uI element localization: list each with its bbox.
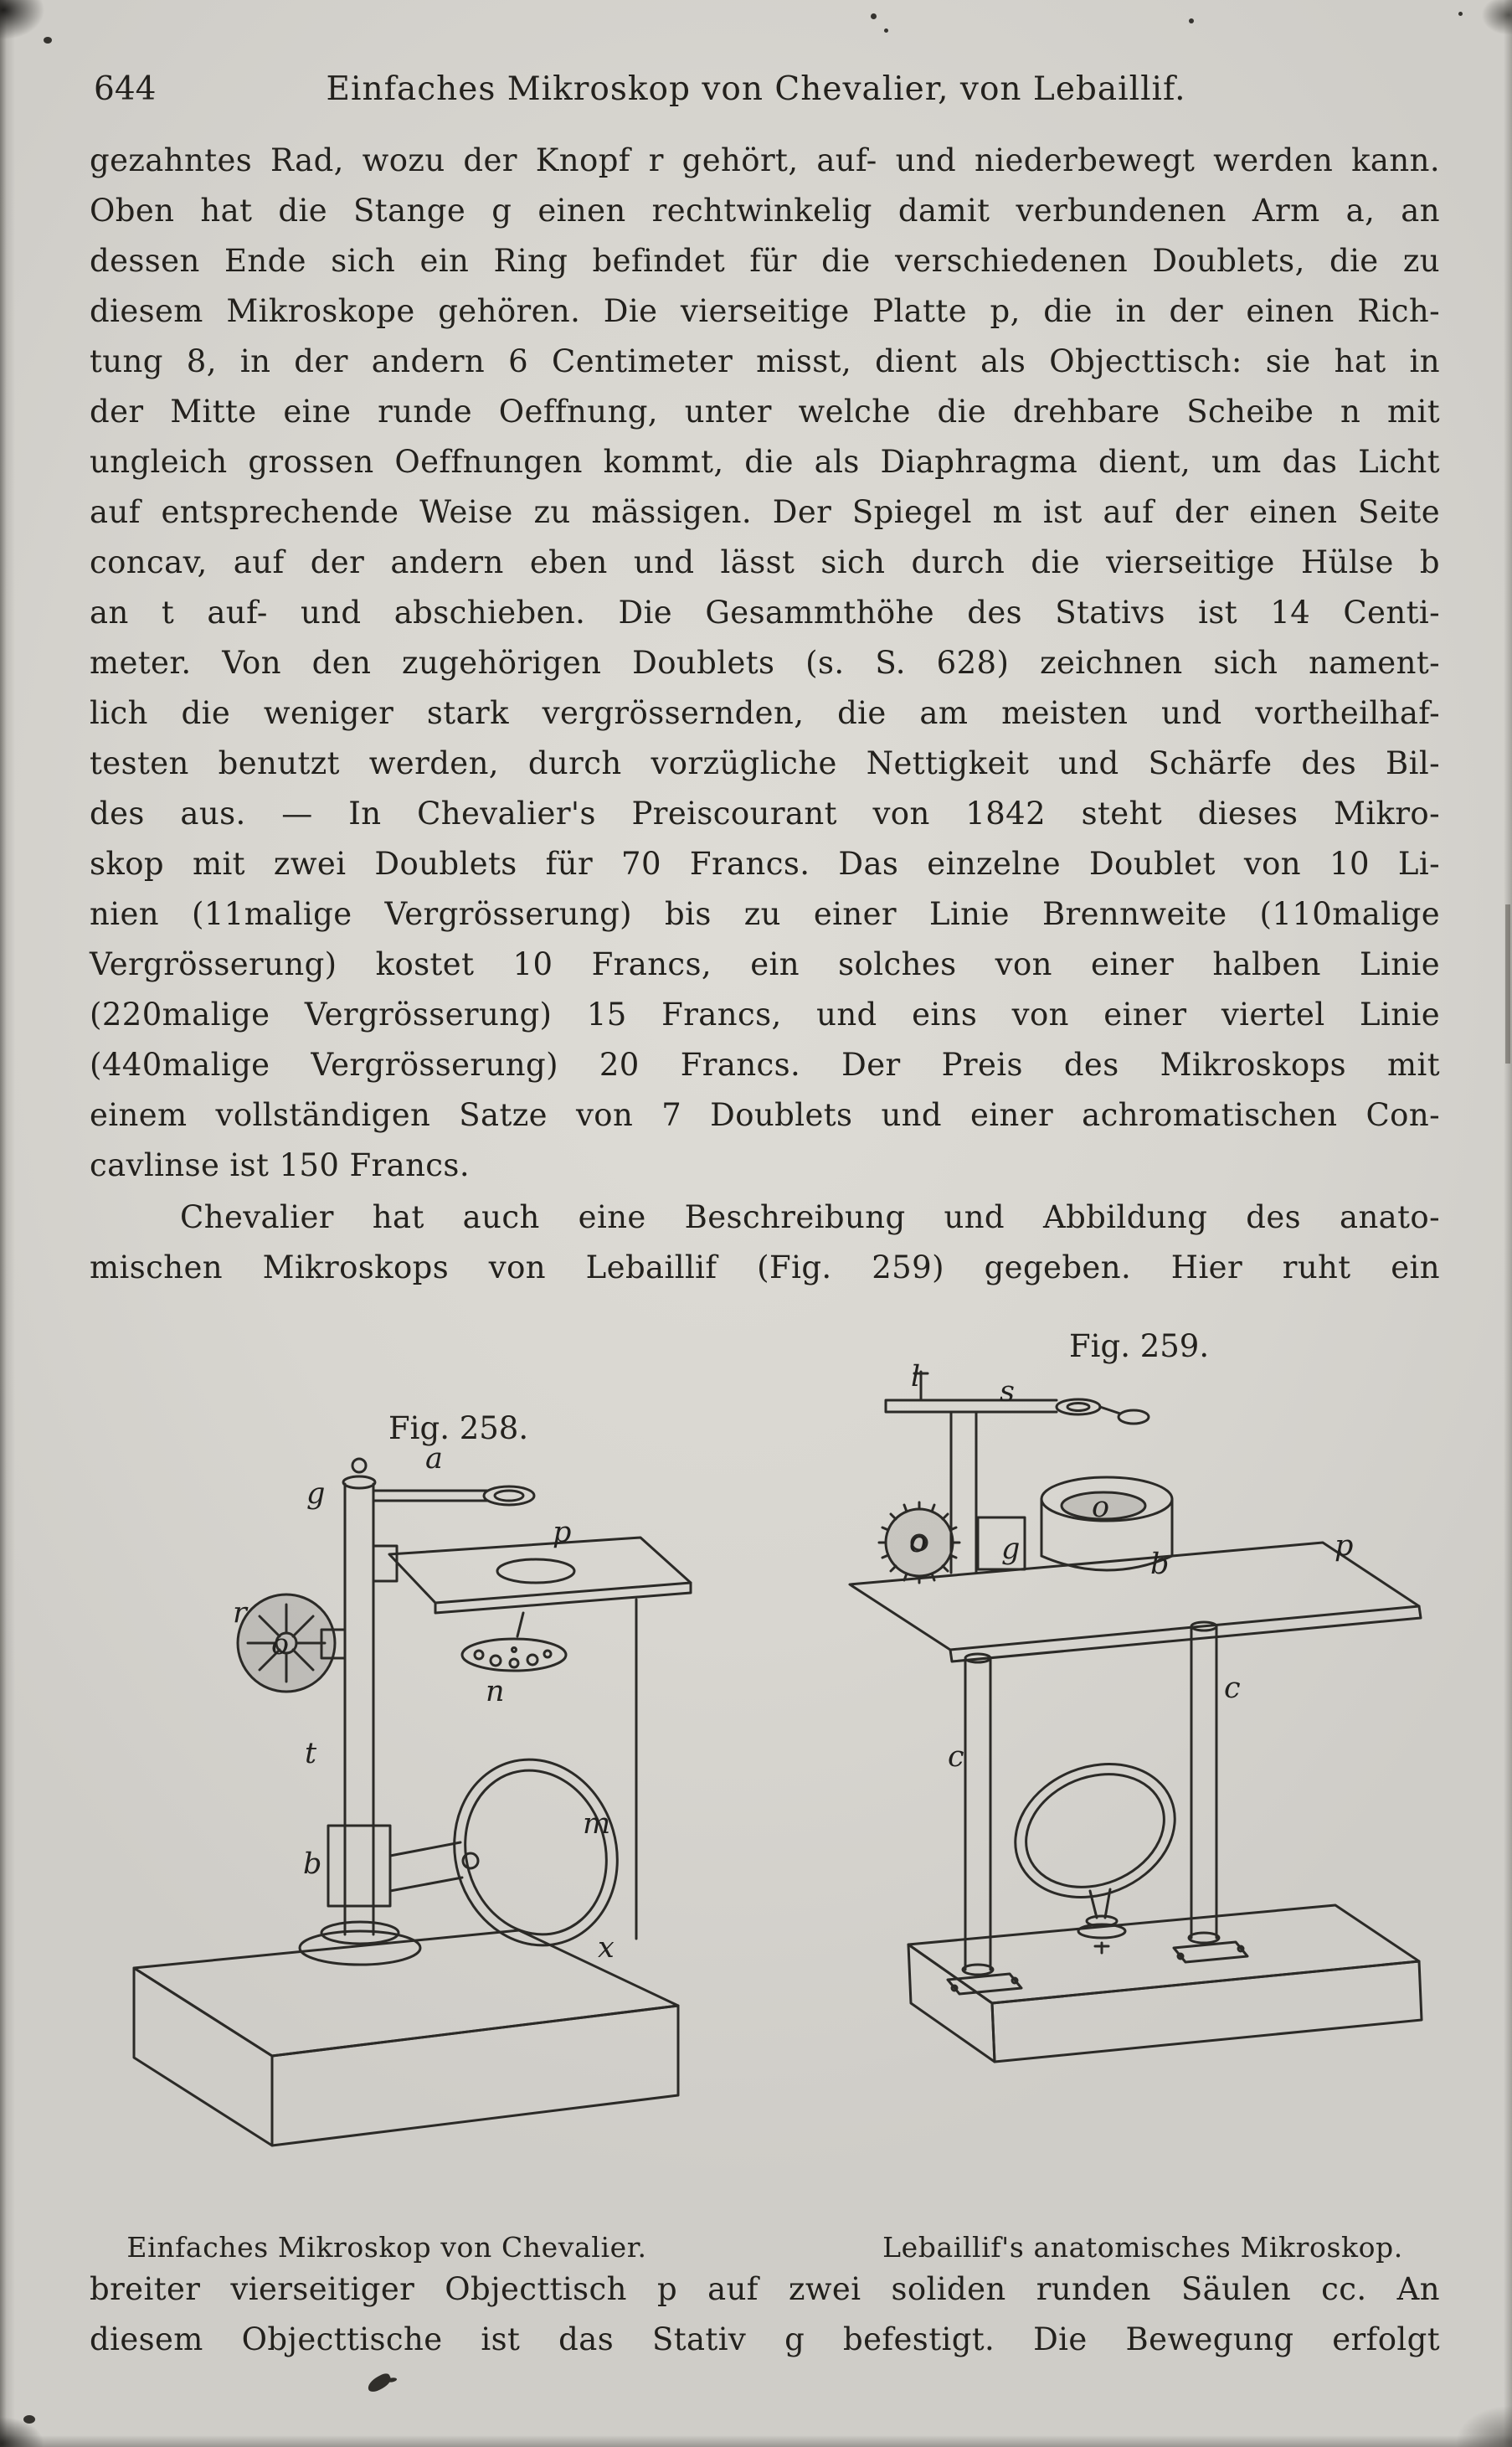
base-top-face (908, 1905, 1419, 2003)
column-left (965, 1658, 990, 1970)
text-line: (220malige Vergrösserung) 15 Francs, und eins von einer viertel Linie (90, 997, 1440, 1033)
part-label-o: o (271, 1628, 290, 1661)
column-right (1191, 1626, 1216, 1938)
base-front-face (272, 2006, 678, 2146)
part-label-b: b (303, 1847, 322, 1881)
diaphragm-stem (517, 1613, 523, 1636)
part-label-c-left: c (948, 1740, 964, 1774)
scan-edge-shadow (1505, 904, 1510, 1064)
part-label-l: l (911, 1360, 921, 1394)
mirror-inner-rim (1009, 1754, 1181, 1907)
doublet-holder (1057, 1399, 1100, 1414)
stage-plate-edge (435, 1583, 691, 1613)
stage-opening (497, 1559, 574, 1583)
part-label-m: m (583, 1807, 611, 1841)
figure-259-caption: Lebaillif's anatomisches Mikroskop. (882, 2231, 1403, 2264)
part-label-t: t (305, 1737, 317, 1770)
text-line: Chevalier hat auch eine Beschreibung und Abbildung des anato- (180, 1199, 1440, 1235)
diaphragm-pivot (512, 1648, 517, 1652)
base-left-face (908, 1945, 995, 2062)
text-line: auf entsprechende Weise zu mässigen. Der Spiegel m ist auf der einen Seite (90, 494, 1440, 530)
pillar-cap (343, 1476, 375, 1488)
text-line: testen benutzt werden, durch vorzügliche Nettigkeit und Schärfe des Bil- (90, 745, 1440, 781)
part-label-c-right: c (1224, 1672, 1241, 1705)
paragraph-1 (90, 136, 1440, 1191)
scan-artifact (44, 37, 52, 44)
part-label-o-wheel: o (909, 1526, 928, 1559)
column-right-plate (1174, 1942, 1247, 1962)
text-line: einem vollständigen Satze von 7 Doublets und einer achromatischen Con- (90, 1097, 1440, 1133)
part-label-n: n (486, 1675, 505, 1708)
text-line: concav, auf der andern eben und lässt sich durch die vierseitige Hülse b (90, 544, 1440, 580)
fig259-drawing (795, 1365, 1432, 2194)
holder-stem (1100, 1407, 1120, 1414)
scan-artifact (884, 28, 888, 33)
fig258-drawing (100, 1449, 703, 2186)
diaphragm-hole (510, 1659, 518, 1667)
text-line: gezahntes Rad, wozu der Knopf r gehört, auf- und niederbewegt werden kann. (90, 142, 1440, 178)
page-number: 644 (94, 70, 157, 108)
page-header (0, 70, 1512, 114)
text-line: breiter vierseitiger Objecttisch p auf zwei soliden runden Säulen cc. An (90, 2271, 1440, 2307)
scan-artifact (23, 2415, 35, 2424)
doublet-holder-inner (1067, 1404, 1089, 1411)
figure-258 (100, 1442, 703, 2186)
text-line: Vergrösserung) kostet 10 Francs, ein solches von einer halben Linie (90, 946, 1440, 982)
scan-artifact (871, 13, 877, 19)
foot-screw (1095, 1943, 1108, 1953)
part-label-b: b (1150, 1548, 1170, 1581)
diaphragm-hole (527, 1655, 537, 1665)
stage-plate (389, 1538, 691, 1603)
running-header-title: Einfaches Mikroskop von Chevalier, von Lebaillif. (326, 70, 1186, 108)
pillar (345, 1484, 373, 1934)
text-line: skop mit zwei Doublets für 70 Francs. Das einzelne Doublet von 10 Li- (90, 846, 1440, 882)
paragraph-2 (90, 1193, 1440, 1293)
text-line: nien (11malige Vergrösserung) bis zu einer Linie Brennweite (110malige (90, 896, 1440, 932)
paragraph-3 (90, 2264, 1440, 2365)
part-label-p: p (1335, 1529, 1354, 1563)
base-front-face (992, 1961, 1422, 2062)
pillar (951, 1412, 976, 1573)
part-label-a: a (425, 1442, 443, 1476)
ink-mark (365, 2372, 393, 2394)
figure-258-label: Fig. 258. (388, 1410, 529, 1446)
text-line: lich die weniger stark vergrössernden, die am meisten und vortheilhaf- (90, 695, 1440, 731)
figure-259-label: Fig. 259. (1069, 1328, 1210, 1364)
doublet-ring-inner (495, 1491, 523, 1501)
column-left-bottom (963, 1965, 993, 1975)
text-line: an t auf- und abschieben. Die Gesammthöhe des Stativs ist 14 Centi- (90, 595, 1440, 631)
column-right-bottom (1189, 1933, 1219, 1943)
text-line: der Mitte eine runde Oeffnung, unter welche die drehbare Scheibe n mit (90, 394, 1440, 430)
text-line: meter. Von den zugehörigen Doublets (s. S. 628) zeichnen sich nament- (90, 645, 1440, 681)
text-line: diesem Mikroskope gehören. Die vierseitige Platte p, die in der einen Rich- (90, 293, 1440, 329)
diaphragm-hole (544, 1651, 551, 1657)
text-line: Oben hat die Stange g einen rechtwinkelig damit verbundenen Arm a, an (90, 193, 1440, 229)
figure-259 (795, 1360, 1432, 2194)
text-line: diesem Objecttische ist das Stativ g befestigt. Die Bewegung erfolgt (90, 2321, 1440, 2357)
part-label-p: p (553, 1516, 572, 1549)
part-label-g: g (1001, 1533, 1021, 1566)
base-top-face (134, 1930, 678, 2056)
part-label-g: g (306, 1477, 326, 1511)
pillar-foot (300, 1931, 420, 1965)
part-label-r: r (233, 1596, 247, 1630)
mirror-fork (390, 1842, 462, 1891)
stage-bracket (373, 1546, 397, 1581)
holder-spoon (1119, 1410, 1149, 1424)
text-line: tung 8, in der andern 6 Centimeter misst, dient als Objecttisch: sie hat in (90, 343, 1440, 379)
part-label-s: s (1000, 1375, 1015, 1409)
doublet-ring (484, 1486, 534, 1505)
part-label-o-drum: o (1092, 1491, 1110, 1524)
figure-258-caption: Einfaches Mikroskop von Chevalier. (126, 2231, 647, 2264)
text-line: dessen Ende sich ein Ring befindet für die verschiedenen Doublets, die zu (90, 243, 1440, 279)
text-line: mischen Mikroskops von Lebaillif (Fig. 259) gegeben. Hier ruht ein (90, 1249, 1440, 1285)
text-line: des aus. — In Chevalier's Preiscourant von 1842 steht dieses Mikro- (90, 796, 1440, 832)
top-screw (352, 1459, 366, 1472)
table-edge (950, 1606, 1421, 1661)
scan-artifact (1189, 18, 1194, 23)
column-left-plate (948, 1974, 1021, 1994)
mirror (995, 1741, 1196, 1920)
diaphragm-hole (475, 1651, 483, 1659)
part-label-x: x (598, 1931, 615, 1965)
scan-artifact (1458, 12, 1463, 16)
text-line: cavlinse ist 150 Francs. (90, 1147, 470, 1183)
text-line: ungleich grossen Oeffnungen kommt, die als Diaphragma dient, um das Licht (90, 444, 1440, 480)
base-left-face (134, 1968, 272, 2146)
top-arm (886, 1400, 1057, 1412)
diaphragm-hole (491, 1656, 501, 1666)
text-line: (440malige Vergrösserung) 20 Francs. Der Preis des Mikroskops mit (90, 1047, 1440, 1083)
arm (373, 1491, 487, 1501)
mirror-sleeve (328, 1826, 390, 1906)
